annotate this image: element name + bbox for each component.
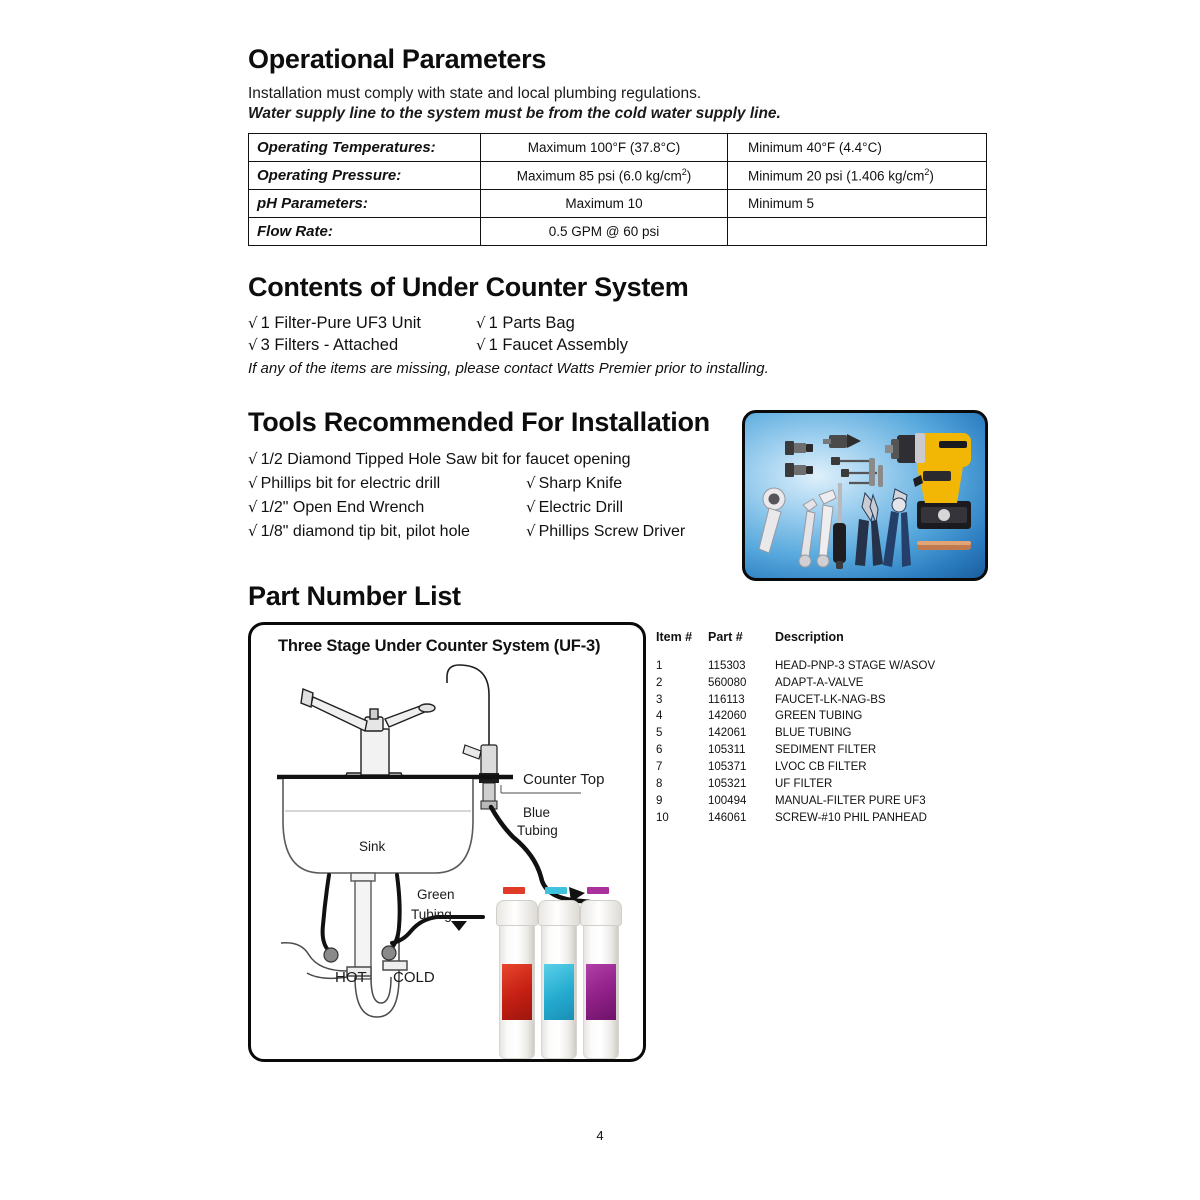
table-row bbox=[656, 742, 986, 759]
page-number: 4 bbox=[596, 1128, 604, 1143]
check-icon: √ bbox=[248, 449, 258, 468]
contents-item-left: √ 3 Filters - Attached bbox=[248, 335, 399, 354]
cell-item: 8 bbox=[656, 778, 663, 791]
label-hot: HOT bbox=[335, 968, 367, 986]
sediment-filter-cartridge bbox=[499, 917, 535, 1059]
tools-item-right: √ Electric Drill bbox=[526, 498, 624, 517]
cell-description: UF FILTER bbox=[775, 778, 833, 791]
section-tools bbox=[248, 407, 988, 545]
row-maximum: Maximum 100°F (37.8°C) bbox=[481, 134, 728, 162]
cell-item: 9 bbox=[656, 794, 663, 807]
table-row bbox=[656, 810, 986, 827]
contents-item-right: √ 1 Parts Bag bbox=[476, 314, 575, 332]
label-blue-tubing-line2: Tubing bbox=[517, 822, 558, 838]
column-header-item: Item # bbox=[656, 629, 693, 644]
filter-label-band bbox=[586, 964, 616, 1020]
check-icon: √ bbox=[248, 314, 258, 332]
contents-heading: Contents of Under Counter System bbox=[248, 272, 689, 302]
tools-item-right: √ Phillips Screw Driver bbox=[526, 522, 686, 541]
filter-color-tab bbox=[503, 887, 525, 894]
contents-note: If any of the items are missing, please contact Watts Premier prior to installing. bbox=[248, 359, 769, 377]
column-header-description: Description bbox=[775, 629, 844, 644]
table-row bbox=[249, 162, 987, 190]
row-label: Operating Pressure: bbox=[249, 162, 481, 190]
operational-note-1: Installation must comply with state and local plumbing regulations. bbox=[248, 85, 702, 102]
check-icon: √ bbox=[476, 335, 486, 354]
filter-color-tab bbox=[545, 887, 567, 894]
check-icon: √ bbox=[248, 335, 258, 354]
table-row bbox=[249, 190, 987, 218]
label-cold: COLD bbox=[393, 968, 435, 986]
parts-heading: Part Number List bbox=[248, 580, 461, 611]
row-label: pH Parameters: bbox=[249, 190, 481, 218]
row-maximum: Maximum 85 psi (6.0 $kg/cm^2$) bbox=[481, 162, 728, 190]
check-icon: √ bbox=[248, 498, 258, 517]
table-row bbox=[656, 725, 986, 742]
row-label: Operating Temperatures: bbox=[249, 134, 481, 162]
table-row bbox=[656, 776, 986, 793]
tools-photo-graphic bbox=[745, 413, 985, 578]
cell-part: 146061 bbox=[708, 811, 747, 824]
cell-part: 142061 bbox=[708, 727, 747, 740]
label-green-tubing-line2: Tubing bbox=[411, 906, 452, 922]
cell-item: 4 bbox=[656, 710, 663, 723]
system-diagram bbox=[248, 622, 646, 1062]
cell-item: 1 bbox=[656, 659, 663, 672]
carbon-block-filter-cartridge bbox=[541, 917, 577, 1059]
tools-heading: Tools Recommended For Installation bbox=[248, 406, 710, 437]
table-row bbox=[656, 793, 986, 810]
cell-part: 100494 bbox=[708, 794, 747, 807]
check-icon: √ bbox=[526, 473, 536, 492]
row-minimum: Minimum 20 psi (1.406 $kg/cm^2$) bbox=[728, 162, 987, 190]
filter-cap bbox=[538, 900, 580, 926]
table-row bbox=[249, 218, 987, 246]
cell-part: 105321 bbox=[708, 778, 747, 791]
uf-filter-cartridge bbox=[583, 917, 619, 1059]
table-row bbox=[656, 708, 986, 725]
column-header-part: Part # bbox=[708, 629, 743, 644]
cell-part: 105371 bbox=[708, 761, 747, 774]
cell-part: 105311 bbox=[708, 744, 746, 757]
filter-cap bbox=[496, 900, 538, 926]
label-green-tubing-line1: Green bbox=[417, 886, 455, 902]
tools-item-left: √ 1/2 Diamond Tipped Hole Saw bit for faucet opening bbox=[248, 449, 631, 468]
cell-description: ADAPT-A-VALVE bbox=[775, 676, 864, 689]
label-blue-tubing-line1: Blue bbox=[523, 804, 551, 820]
section-part-numbers bbox=[248, 581, 988, 1067]
check-icon: √ bbox=[476, 314, 486, 332]
label-counter-top: Counter Top bbox=[523, 770, 605, 788]
parts-content bbox=[248, 622, 988, 1067]
contents-item-right: √ 1 Faucet Assembly bbox=[476, 335, 628, 354]
cell-description: SCREW-#10 PHIL PANHEAD bbox=[775, 811, 927, 824]
list-item bbox=[248, 335, 988, 357]
row-minimum bbox=[728, 218, 987, 246]
check-icon: √ bbox=[526, 522, 536, 541]
cell-description: MANUAL-FILTER PURE UF3 bbox=[775, 794, 926, 807]
list-item bbox=[248, 313, 988, 335]
check-icon: √ bbox=[248, 522, 258, 541]
cell-item: 5 bbox=[656, 727, 663, 740]
filter-label-band bbox=[544, 964, 574, 1020]
tools-photo bbox=[742, 410, 988, 581]
operational-parameters-table bbox=[248, 133, 987, 246]
cell-part: 116113 bbox=[708, 693, 745, 706]
filter-cartridges bbox=[497, 897, 627, 1062]
section-contents bbox=[248, 272, 988, 377]
tools-item-left: √ Phillips bit for electric drill bbox=[248, 473, 441, 492]
page-content bbox=[248, 44, 988, 1067]
cell-part: 142060 bbox=[708, 710, 747, 723]
filter-label-band bbox=[502, 964, 532, 1020]
cell-item: 3 bbox=[656, 693, 663, 706]
cell-part: 560080 bbox=[708, 676, 747, 689]
cell-description: SEDIMENT FILTER bbox=[775, 744, 877, 757]
table-row bbox=[656, 675, 986, 692]
cell-item: 7 bbox=[656, 761, 663, 774]
cell-description: GREEN TUBING bbox=[775, 710, 863, 723]
row-label: Flow Rate: bbox=[249, 218, 481, 246]
cell-description: BLUE TUBING bbox=[775, 727, 852, 740]
cell-item: 2 bbox=[656, 676, 663, 689]
check-icon: √ bbox=[248, 473, 258, 492]
tools-item-left: √ 1/8" diamond tip bit, pilot hole bbox=[248, 522, 470, 541]
table-row bbox=[249, 134, 987, 162]
part-number-table bbox=[656, 630, 986, 827]
cell-description: FAUCET-LK-NAG-BS bbox=[775, 693, 886, 706]
cell-item: 6 bbox=[656, 744, 663, 757]
cell-part: 115303 bbox=[708, 659, 746, 672]
check-icon: √ bbox=[526, 498, 536, 517]
filter-cap bbox=[580, 900, 622, 926]
filter-color-tab bbox=[587, 887, 609, 894]
table-header-row bbox=[656, 630, 986, 644]
tools-item-left: √ 1/2" Open End Wrench bbox=[248, 498, 425, 517]
table-row bbox=[656, 692, 986, 709]
label-sink: Sink bbox=[359, 838, 386, 854]
section-operational-parameters bbox=[248, 44, 988, 246]
row-maximum: Maximum 10 bbox=[481, 190, 728, 218]
operational-note-2: Water supply line to the system must be from the cold water supply line. bbox=[248, 105, 781, 122]
row-minimum: Minimum 40°F (4.4°C) bbox=[728, 134, 987, 162]
cell-description: LVOC CB FILTER bbox=[775, 761, 867, 774]
table-row bbox=[656, 658, 986, 675]
row-minimum: Minimum 5 bbox=[728, 190, 987, 218]
contents-list bbox=[248, 313, 988, 357]
contents-item-left: √ 1 Filter-Pure UF3 Unit bbox=[248, 314, 422, 332]
diagram-title: Three Stage Under Counter System (UF-3) bbox=[278, 636, 601, 655]
tools-item-right: √ Sharp Knife bbox=[526, 473, 623, 492]
cell-item: 10 bbox=[656, 811, 669, 824]
cell-description: HEAD-PNP-3 STAGE W/ASOV bbox=[775, 659, 936, 672]
page-title: Operational Parameters bbox=[248, 44, 547, 74]
table-row bbox=[656, 759, 986, 776]
row-maximum: 0.5 GPM @ 60 psi bbox=[481, 218, 728, 246]
